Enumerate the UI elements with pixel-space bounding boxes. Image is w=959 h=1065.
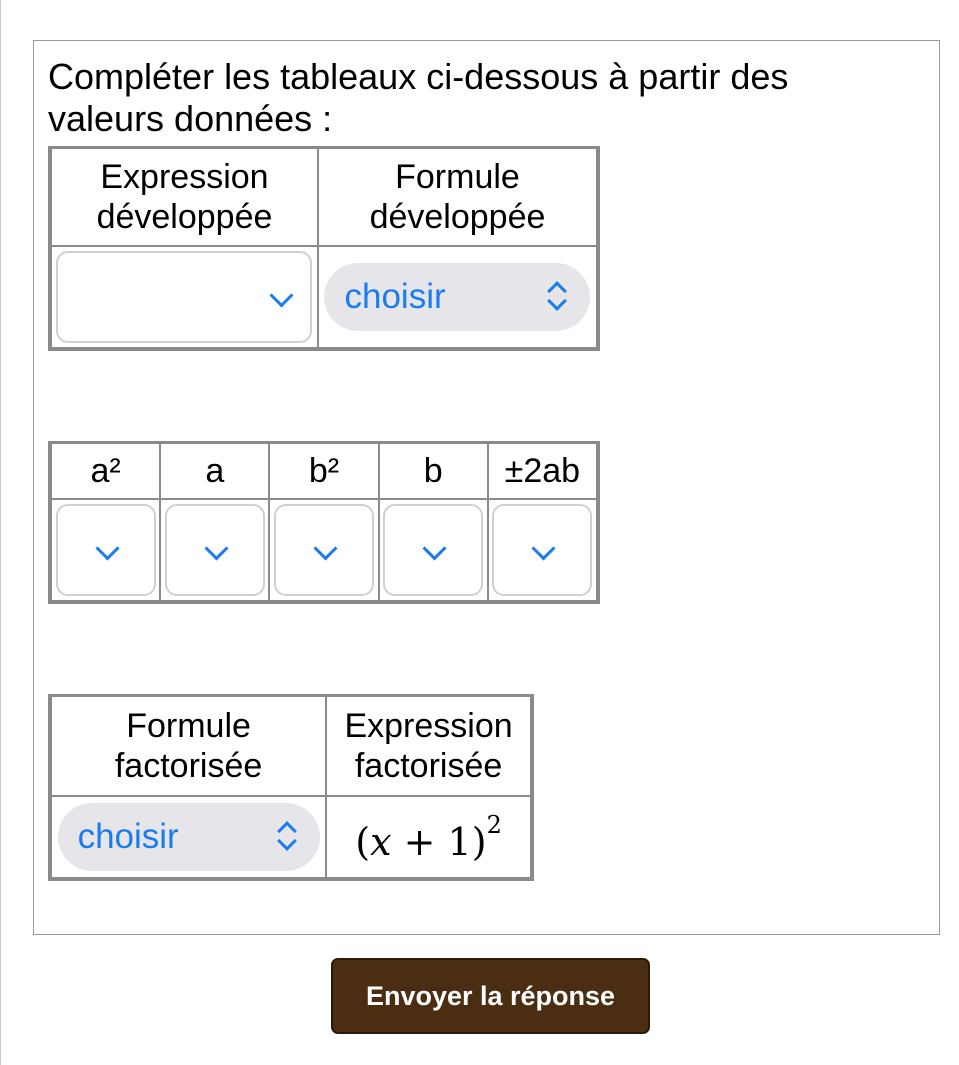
up-down-chevron-icon (276, 820, 298, 854)
math-operator: + (391, 819, 448, 864)
developed-table (48, 146, 600, 351)
formule-factorisee-cell (51, 796, 326, 878)
instruction-text: Compléter les tableaux ci-dessous à partir des valeurs données : (48, 56, 789, 139)
b-select[interactable] (383, 504, 483, 596)
a-squared-select[interactable] (56, 504, 156, 596)
header-b-squared: b² (269, 443, 378, 499)
math-close-paren: ) (471, 819, 487, 864)
formule-factorisee-value: choisir (77, 817, 179, 856)
chevron-down-icon (204, 536, 228, 560)
header-formule-developpee: Formule développée (318, 148, 597, 246)
header-plus-minus-2ab: ±2ab (488, 443, 597, 499)
math-variable: x (370, 819, 392, 864)
coefficients-table (48, 441, 600, 604)
expression-developpee-select[interactable] (56, 251, 312, 343)
header-expression-factorisee: Expression factorisée (326, 696, 531, 796)
header-a-squared: a² (51, 443, 160, 499)
b-squared-select[interactable] (274, 504, 374, 596)
header-a: a (160, 443, 269, 499)
plus-minus-2ab-select[interactable] (492, 504, 592, 596)
chevron-down-icon (423, 536, 447, 560)
left-divider (0, 0, 1, 1065)
submit-button[interactable]: Envoyer la réponse (331, 958, 650, 1034)
chevron-down-icon (313, 536, 337, 560)
chevron-down-icon (532, 536, 556, 560)
math-number: 1 (447, 819, 472, 864)
math-exponent: 2 (486, 810, 502, 839)
formule-developpee-value: choisir (344, 277, 446, 316)
factorized-expression (355, 810, 502, 864)
a-select[interactable] (165, 504, 265, 596)
plus-minus-2ab-cell (488, 499, 597, 601)
header-expression-developpee: Expression développée (51, 148, 318, 246)
up-down-chevron-icon (546, 280, 568, 314)
math-open-paren: ( (355, 819, 371, 864)
a-squared-cell (51, 499, 160, 601)
b-cell (379, 499, 488, 601)
expression-developpee-cell (51, 246, 318, 348)
header-b: b (379, 443, 488, 499)
a-cell (160, 499, 269, 601)
expression-factorisee-cell (326, 796, 531, 878)
b-squared-cell (269, 499, 378, 601)
formule-developpee-cell (318, 246, 597, 348)
formule-factorisee-select[interactable] (58, 803, 320, 871)
chevron-down-icon (270, 283, 294, 307)
factorized-table (48, 694, 534, 881)
chevron-down-icon (95, 536, 119, 560)
header-formule-factorisee: Formule factorisée (51, 696, 326, 796)
formule-developpee-select[interactable] (324, 263, 590, 331)
